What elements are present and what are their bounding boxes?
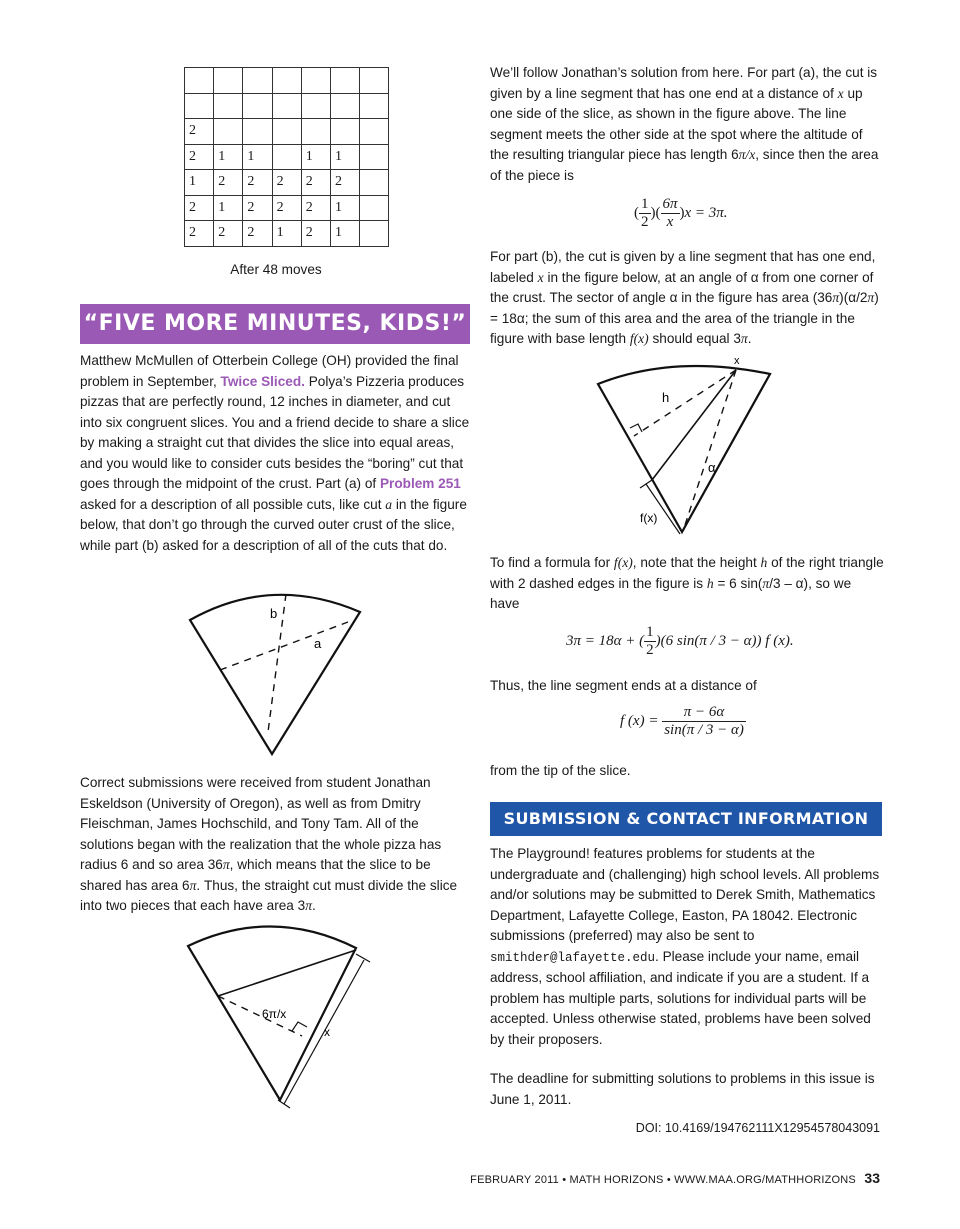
grid-cell: 2: [243, 221, 272, 247]
fx-dimension-line: [646, 484, 680, 534]
grid-cell: [301, 119, 330, 145]
text: . Thus, the straight cut must divide the slice into two pieces that each have area 3: [80, 877, 458, 913]
text: To find a formula for: [490, 555, 614, 570]
right-angle-mark: [630, 424, 642, 432]
grid-cell: [330, 119, 359, 145]
text: should equal 3: [648, 331, 741, 346]
grid-cell: 1: [330, 195, 359, 221]
grid-row: [185, 170, 389, 196]
text: ) = 18α; the sum of this area and the area of the triangle in the figure with base length: [490, 290, 879, 346]
footer-text: FEBRUARY 2011 • MATH HORIZONS • WWW.MAA.ORG/MATHHORIZONS: [470, 1174, 856, 1186]
numerator: 6π: [662, 196, 678, 212]
figure-slice-part-a-cut: [180, 920, 380, 1110]
email-link[interactable]: smithder@lafayette.edu: [490, 950, 656, 965]
grid-cell: 2: [330, 170, 359, 196]
text: , which means that the slice to be shared has area 6: [80, 857, 431, 893]
equation-rest: x = 3π.: [684, 204, 728, 221]
grid-cell: [243, 119, 272, 145]
grid-cell: 2: [243, 195, 272, 221]
label-alpha: α: [708, 460, 716, 475]
grid-cell: [360, 221, 389, 247]
text: . Please include your name, email address, school affiliation, and indicate if you are a student. If a problem has multiple parts, solutions for individual parts will be accepted. Unless otherwise stated, problems have been solved by their proposers.: [490, 948, 871, 1047]
text: Polya’s Pizzeria produces pizzas that are perfectly round, 12 inches in diameter, and cut into six congruent slices. You and a friend decide to share a slice by making a straight cut that divides the slice into equal areas, and you would like to consider cuts besides the “boring” cut that goes through the midpoint of the crust. Part (a) of: [80, 373, 470, 491]
equation-fx: [620, 704, 746, 739]
grid-cell: 2: [301, 170, 330, 196]
grid-cell: [360, 170, 389, 196]
grid-cell: 2: [272, 170, 301, 196]
figure-slice-part-b-cut: [590, 352, 790, 537]
grid-cell: 2: [185, 195, 214, 221]
fx-dimension-tick: [640, 480, 652, 488]
section-banner-submission: SUBMISSION & CONTACT INFORMATION: [490, 802, 882, 836]
denominator: 2: [646, 642, 654, 658]
fraction-one-half: [639, 196, 651, 231]
paragraph-thus: Thus, the line segment ends at a distance of: [490, 678, 757, 693]
grid-cell: 2: [214, 170, 243, 196]
math-fx: f(x): [613, 555, 633, 570]
text: Correct submissions were received from student Jonathan Eskeldson (University of Oregon), as well as from Dmitry Fleischman, James Hochschild, and Tony Tam. All of the solutions began with the realization that the whole pizza has radius 6 and so area 36: [80, 775, 442, 872]
grid-cell: 2: [301, 221, 330, 247]
slice-outline: [598, 366, 770, 532]
grid-row: [185, 195, 389, 221]
text: = 6 sin(: [713, 575, 763, 591]
paragraph-jonathan-solution: [490, 63, 884, 186]
grid-cell: 2: [301, 195, 330, 221]
text: , since then the area of the piece is: [490, 147, 879, 183]
math-a: a: [385, 496, 393, 512]
grid-figure: [184, 67, 389, 247]
cut-line: [652, 370, 736, 480]
equation-left: f (x) =: [620, 712, 659, 729]
grid-row: [185, 93, 389, 119]
paragraph-part-b: [490, 247, 884, 350]
text: )(α/2: [839, 290, 868, 305]
fraction-fx: [662, 704, 746, 739]
math-pi: π: [740, 331, 748, 346]
grid-cell: [360, 119, 389, 145]
text: in the figure below, at an angle of α from one corner of the crust. The sector of angle α in the figure has area (36: [490, 269, 874, 305]
label-b: b: [270, 606, 278, 621]
text: , note that the height: [632, 555, 761, 570]
grid-cell: [330, 93, 359, 119]
right-angle-mark: [292, 1022, 307, 1031]
fraction-6pi-over-x: [661, 196, 680, 231]
grid-cell: [214, 68, 243, 94]
link-twice-sliced[interactable]: Twice Sliced.: [220, 373, 305, 389]
numerator: 1: [646, 624, 654, 640]
grid-cell: [301, 68, 330, 94]
grid-cell: 2: [214, 221, 243, 247]
grid-cell: [330, 68, 359, 94]
label-fx: f(x): [640, 511, 658, 525]
math-x: x: [837, 85, 844, 101]
math-fx: f(x): [629, 331, 649, 346]
grid-row: [185, 144, 389, 170]
equation-area-piece: ( $\frac{1}{2}$ )( $\frac{6\pi}{x}$ )x = 3π.: [634, 196, 728, 230]
grid-cell: 2: [185, 119, 214, 145]
numerator: 1: [641, 196, 649, 212]
grid-cell: 1: [330, 221, 359, 247]
paragraph-formula-fx: [490, 553, 884, 615]
grid-cell: [214, 93, 243, 119]
label-h: h: [662, 390, 670, 405]
grid-cell: 2: [185, 221, 214, 247]
grid-cell: 1: [185, 170, 214, 196]
grid-cell: [272, 93, 301, 119]
grid-cell: 1: [330, 144, 359, 170]
grid-cell: [272, 119, 301, 145]
grid-cell: [272, 68, 301, 94]
equation-area-sum: [566, 624, 794, 659]
page-footer: [440, 1170, 880, 1188]
text: Matthew McMullen of Otterbein College (OH) provided the final problem in September,: [80, 353, 459, 389]
grid-cell: 2: [243, 170, 272, 196]
math-h: h: [760, 555, 768, 570]
denominator: sin(π / 3 − α): [664, 722, 744, 738]
math-pi: π: [189, 877, 197, 893]
text: We’ll follow Jonathan’s solution from here. For part (a), the cut is given by a line segment that has one end at a distance of: [490, 65, 878, 101]
math-pi: π: [305, 898, 313, 913]
paragraph-submission-info: [490, 844, 884, 1050]
grid-cell: [243, 68, 272, 94]
denominator: x: [666, 214, 674, 230]
grid-cell: 1: [214, 144, 243, 170]
label-a: a: [314, 636, 322, 651]
text: For part (b), the cut is given by a line segment that has one end, labeled: [490, 249, 876, 285]
math-h: h: [706, 575, 714, 591]
label-altitude: 6π/x: [262, 1007, 287, 1021]
grid-cell: [185, 68, 214, 94]
text: .: [312, 898, 316, 913]
text: up one side of the slice, as shown in the figure above. The line segment meets the other side at the spot where the altitude of the resulting triangular piece has length 6: [490, 85, 863, 162]
equation-left: 3π = 18α + (: [566, 632, 645, 649]
text: The Playground! features problems for students at the undergraduate and (challenging) high school levels. All problems and/or solutions may be submitted to Derek Smith, Mathematics Department, Lafayette College, Easton, PA 18042. Electronic submissions (preferred) may also be sent to: [490, 846, 880, 943]
section-banner-five-more-minutes: “FIVE MORE MINUTES, KIDS!”: [80, 304, 470, 344]
x-dimension-tick-bottom: [278, 1100, 290, 1108]
grid-row: [185, 119, 389, 145]
grid-cell: [243, 93, 272, 119]
text: of the right triangle with 2 dashed edges in the figure is: [490, 555, 884, 591]
math-pi: π: [222, 857, 230, 872]
page-number: 33: [864, 1170, 880, 1186]
grid-row: [185, 68, 389, 94]
grid-cell: [214, 119, 243, 145]
grid-cell: 1: [272, 221, 301, 247]
grid-cell: 2: [185, 144, 214, 170]
text: asked for a description of all possible cuts, like cut: [80, 496, 386, 512]
grid-cell: 1: [243, 144, 272, 170]
grid-cell: [360, 93, 389, 119]
paragraph-correct-submissions: [80, 773, 472, 917]
figure-slice-cuts-ab: [180, 582, 370, 762]
math-pi: π: [762, 575, 770, 591]
denominator: 2: [641, 214, 649, 230]
link-problem-251[interactable]: Problem 251: [379, 476, 461, 491]
equation-right: )(6 sin(π / 3 − α)) f (x).: [655, 632, 794, 649]
text: .: [747, 331, 752, 346]
grid-cell: [185, 93, 214, 119]
grid-cell: [360, 195, 389, 221]
grid-row: [185, 221, 389, 247]
label-x: x: [324, 1025, 330, 1039]
math-pi: π: [867, 290, 875, 305]
grid-cell: [301, 93, 330, 119]
grid-cell: [272, 144, 301, 170]
doi: DOI: 10.4169/194762111X12954578043091: [635, 1121, 880, 1135]
fraction-one-half: [644, 624, 656, 659]
paragraph-deadline: The deadline for submitting solutions to problems in this issue is June 1, 2011.: [490, 1071, 875, 1107]
numerator: π − 6α: [662, 704, 746, 722]
math-pi-over-x: π/x: [738, 147, 756, 162]
grid-cell: 2: [272, 195, 301, 221]
paragraph-from-tip: from the tip of the slice.: [490, 763, 631, 778]
grid-caption: After 48 moves: [230, 262, 322, 277]
label-x: x: [734, 355, 740, 367]
h-dashed-line: [634, 370, 736, 436]
paragraph-twice-sliced: [80, 351, 472, 556]
grid-cell: 1: [214, 195, 243, 221]
text: in the figure below, that don’t go through the curved outer crust of the slice, while part (b) asked for a description of all of the cuts that do.: [80, 496, 467, 553]
grid-cell: 1: [301, 144, 330, 170]
math-pi: π: [832, 290, 840, 305]
grid-cell: [360, 144, 389, 170]
text: /3 – α), so we have: [490, 575, 852, 611]
grid-cell: [360, 68, 389, 94]
math-x: x: [537, 269, 544, 285]
game-grid: [184, 67, 389, 247]
